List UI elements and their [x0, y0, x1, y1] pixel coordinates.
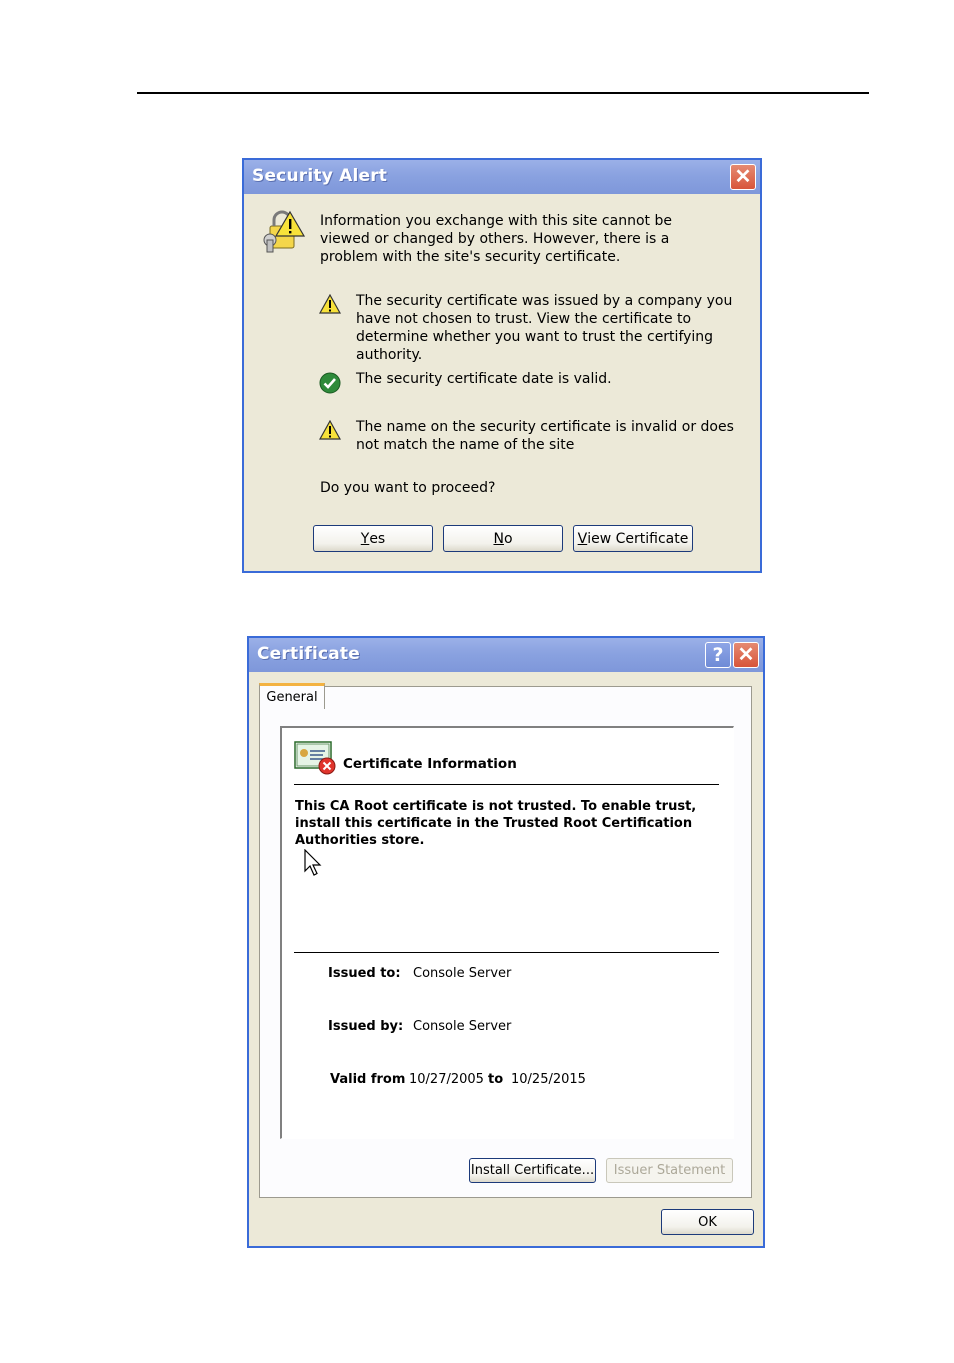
question-mark-icon: ?	[712, 643, 724, 666]
close-button[interactable]	[730, 164, 756, 190]
yes-button[interactable]: Y es	[313, 525, 433, 552]
close-icon: ✕	[737, 644, 755, 666]
valid-to-value: 10/25/2015	[511, 1072, 586, 1087]
tab-general[interactable]: General	[259, 683, 325, 709]
trust-warning-message: This CA Root certificate is not trusted. To enable trust, install this certificate in the Trusted Root Certification Authorities store.	[295, 799, 697, 848]
valid-to-label: to	[488, 1072, 504, 1087]
ok-button[interactable]: OK	[661, 1209, 754, 1235]
certificate-info-heading: Certificate Information	[343, 756, 517, 772]
page-top-rule	[137, 92, 869, 94]
certificate-info-box	[280, 726, 734, 1139]
heading-divider	[294, 784, 719, 785]
view-certificate-button[interactable]: V iew Certificate	[573, 525, 693, 552]
close-icon: ✕	[734, 166, 752, 188]
issued-by-label: Issued by:	[328, 1019, 404, 1034]
security-alert-title: Security Alert	[252, 166, 388, 186]
help-button[interactable]	[705, 642, 731, 668]
no-button[interactable]: N o	[443, 525, 563, 552]
issued-to-label: Issued to:	[328, 966, 401, 981]
certificate-dialog	[247, 636, 765, 1248]
security-alert-titlebar[interactable]	[244, 160, 760, 194]
certificate-titlebar[interactable]	[249, 638, 763, 672]
security-alert-intro: Information you exchange with this site cannot be viewed or changed by others. However, there is a problem with the site's security certificate.	[320, 213, 672, 265]
proceed-question: Do you want to proceed?	[320, 480, 496, 496]
certificate-error-icon	[294, 740, 338, 776]
valid-from-value: 10/27/2005	[409, 1072, 484, 1087]
warning-message-name-mismatch: The name on the security certificate is invalid or does not match the name of the site	[356, 419, 734, 453]
valid-from-label: Valid from	[330, 1072, 406, 1087]
close-button[interactable]	[733, 642, 759, 668]
install-certificate-button[interactable]: Install Certificate...	[469, 1158, 596, 1183]
security-lock-icon	[260, 210, 306, 256]
security-alert-dialog	[242, 158, 762, 573]
warning-icon	[319, 420, 341, 440]
certificate-title: Certificate	[257, 644, 360, 664]
warning-icon	[319, 294, 341, 314]
warning-message-untrusted-issuer: The security certificate was issued by a company you have not chosen to trust. View the certificate to determine whether you want to trust the certifying authority.	[356, 293, 733, 363]
check-icon	[319, 372, 341, 394]
mouse-cursor-icon	[304, 849, 322, 877]
issued-by-value: Console Server	[413, 1019, 512, 1034]
details-divider	[294, 952, 719, 953]
date-valid-message: The security certificate date is valid.	[356, 371, 612, 387]
general-tab-panel	[259, 686, 752, 1198]
issuer-statement-button[interactable]: Issuer Statement	[606, 1158, 733, 1183]
issued-to-value: Console Server	[413, 966, 512, 981]
